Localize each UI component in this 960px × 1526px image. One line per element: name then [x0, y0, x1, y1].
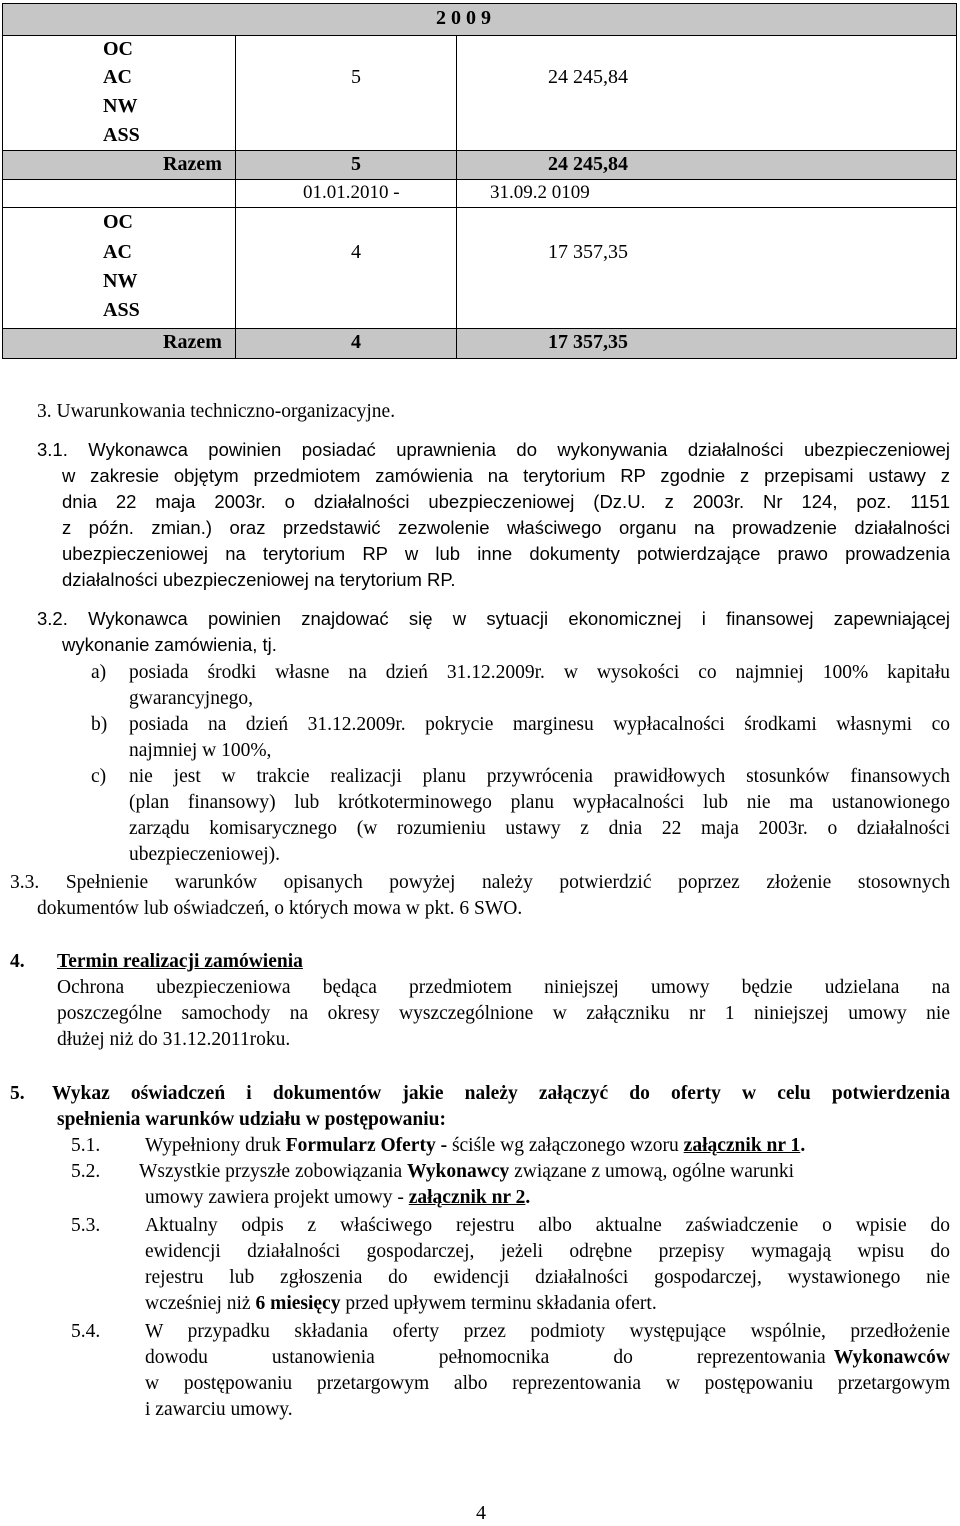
- item-text-bold: Formularz Oferty -: [285, 1135, 452, 1156]
- list-item: gwarancyjnego,: [129, 688, 253, 709]
- item-text: przed upływem terminu składania ofert.: [340, 1293, 657, 1314]
- item-text: w postępowaniu przetargowym albo reprezentowania w postępowaniu przetargowym: [145, 1373, 950, 1394]
- item-text: związane z umową, ogólne warunki: [509, 1161, 795, 1182]
- page-number: 4: [476, 1502, 486, 1524]
- row-label-nw: NW: [103, 270, 138, 292]
- total-count: 5: [351, 153, 361, 175]
- item-text: W przypadku składania oferty przez podmioty występujące wspólnie, przedłożenie: [145, 1321, 950, 1342]
- list-item: posiada na dzień 31.12.2009r. pokrycie marginesu wypłacalności środkami własnymi co: [129, 714, 950, 735]
- row-amount-ac: 24 245,84: [548, 66, 628, 88]
- item-5-1: [145, 1134, 805, 1158]
- section-4-number: 4.: [10, 951, 25, 972]
- item-text: ewidencji działalności gospodarczej, jeżeli odrębne przepisy wymagają wpisu do: [145, 1241, 950, 1262]
- section-5-heading: Wykaz oświadczeń i dokumentów jakie należy załączyć do oferty w celu potwierdzenia: [52, 1083, 950, 1104]
- section-5-heading-cont: spełnienia warunków udziału w postępowaniu:: [57, 1109, 447, 1130]
- total-label: Razem: [163, 331, 222, 353]
- paragraph-line: ubezpieczeniowej na terytorium RP w lub inne dokumenty potwierdzające prawo prowadzenia: [62, 543, 950, 564]
- item-number: 5.2.: [71, 1161, 101, 1182]
- row-label-nw: NW: [103, 95, 138, 117]
- paragraph-line: 3.3. Spełnienie warunków opisanych powyżej należy potwierdzić poprzez złożenie stosownych: [10, 872, 950, 893]
- section-5-number: 5.: [10, 1083, 25, 1104]
- paragraph-line: w zakresie objętym przedmiotem zamówienia na terytorium RP zgodnie z przepisami ustawy z: [62, 465, 950, 486]
- item-text: ściśle wg załączonego wzoru: [451, 1135, 684, 1156]
- list-item: najmniej w 100%,: [129, 740, 272, 761]
- item-number: 5.1.: [71, 1135, 101, 1156]
- total-count: 4: [351, 331, 361, 353]
- paragraph-line: poszczególne samochody na okresy wyszczególnione w załączniku nr 1 niniejszej umowy nie: [57, 1003, 950, 1024]
- item-text-bold: 6 miesięcy: [255, 1293, 341, 1314]
- paragraph-line: działalności ubezpieczeniowej na terytorium RP.: [62, 569, 456, 590]
- row-amount-ac: 17 357,35: [548, 241, 628, 263]
- total-label: Razem: [163, 153, 222, 175]
- period-from: 01.01.2010 -: [303, 182, 400, 203]
- paragraph-line: Ochrona ubezpieczeniowa będąca przedmiotem niniejszej umowy będzie udzielana na: [57, 977, 950, 998]
- item-text-bold: Wykonawcy: [407, 1161, 510, 1182]
- item-text: .: [525, 1187, 531, 1208]
- item-text: Aktualny odpis z właściwego rejestru albo aktualne zaświadczenie o wpisie do: [145, 1215, 950, 1236]
- item-text: Wypełniony druk: [145, 1135, 286, 1156]
- total-amount: 24 245,84: [548, 153, 628, 175]
- list-marker: a): [91, 662, 107, 683]
- list-marker: c): [91, 766, 107, 787]
- item-text: .: [800, 1135, 806, 1156]
- item-number: 5.4.: [71, 1321, 101, 1342]
- period-to: 31.09.2 0109: [490, 182, 590, 203]
- claims-table: [0, 0, 960, 362]
- list-marker: b): [91, 714, 108, 735]
- row-label-oc: OC: [103, 38, 133, 60]
- total-amount: 17 357,35: [548, 331, 628, 353]
- item-5-4-line2: [145, 1346, 950, 1370]
- paragraph-line: dokumentów lub oświadczeń, o których mowa w pkt. 6 SWO.: [37, 898, 523, 919]
- row-count-ac: 4: [351, 241, 361, 263]
- section-3-heading: 3. Uwarunkowania techniczno-organizacyjne.: [37, 401, 396, 422]
- paragraph-line: wykonanie zamówienia, tj.: [62, 634, 277, 655]
- item-text: wcześniej niż: [145, 1293, 256, 1314]
- paragraph-line: 3.2. Wykonawca powinien znajdować się w sytuacji ekonomicznej i finansowej zapewniającej: [37, 608, 950, 629]
- paragraph-line: 3.1. Wykonawca powinien posiadać uprawnienia do wykonywania działalności ubezpieczeniowej: [37, 439, 950, 460]
- row-count-ac: 5: [351, 66, 361, 88]
- paragraph-line: dłużej niż do 31.12.2011roku.: [57, 1029, 291, 1050]
- list-item: ubezpieczeniowej).: [129, 844, 281, 865]
- item-text-bold: Wykonawców: [833, 1347, 950, 1368]
- section-4-heading: Termin realizacji zamówienia: [57, 951, 303, 972]
- item-text: dowodu ustanowienia pełnomocnika do reprezentowania: [145, 1347, 826, 1368]
- paragraph-line: z późn. zmian.) oraz przedstawić zezwolenie właściwego organu na prowadzenie działalności: [62, 517, 950, 538]
- item-number: 5.3.: [71, 1215, 101, 1236]
- list-item: nie jest w trakcie realizacji planu przywrócenia prawidłowych stosunków finansowych: [129, 766, 950, 787]
- row-label-ass: ASS: [103, 124, 140, 146]
- item-5-2: [139, 1160, 950, 1184]
- item-text: Wszystkie przyszłe zobowiązania: [139, 1161, 408, 1182]
- item-5-3-last: [145, 1292, 657, 1316]
- row-label-ac: AC: [103, 66, 132, 88]
- list-item: posiada środki własne na dzień 31.12.2009r. w wysokości co najmniej 100% kapitału: [129, 662, 950, 683]
- list-item: (plan finansowy) lub krótkoterminowego planu wypłacalności lub nie ma ustanowionego: [129, 792, 950, 813]
- attachment-ref: załącznik nr 2: [408, 1187, 526, 1208]
- row-label-ass: ASS: [103, 299, 140, 321]
- list-item: zarządu komisarycznego (w rozumieniu ustawy z dnia 22 maja 2003r. o działalności: [129, 818, 950, 839]
- item-5-2-cont: [145, 1186, 530, 1210]
- table-year-header: 2 0 0 9: [436, 7, 491, 29]
- row-label-oc: OC: [103, 211, 133, 233]
- attachment-ref: załącznik nr 1: [683, 1135, 801, 1156]
- item-text: rejestru lub zgłoszenia do ewidencji działalności gospodarczej, wystawionego nie: [145, 1267, 950, 1288]
- item-text: i zawarciu umowy.: [145, 1399, 293, 1420]
- row-label-ac: AC: [103, 241, 132, 263]
- paragraph-line: dnia 22 maja 2003r. o działalności ubezpieczeniowej (Dz.U. z 2003r. Nr 124, poz. 1151: [62, 491, 950, 512]
- item-text: umowy zawiera projekt umowy -: [145, 1187, 409, 1208]
